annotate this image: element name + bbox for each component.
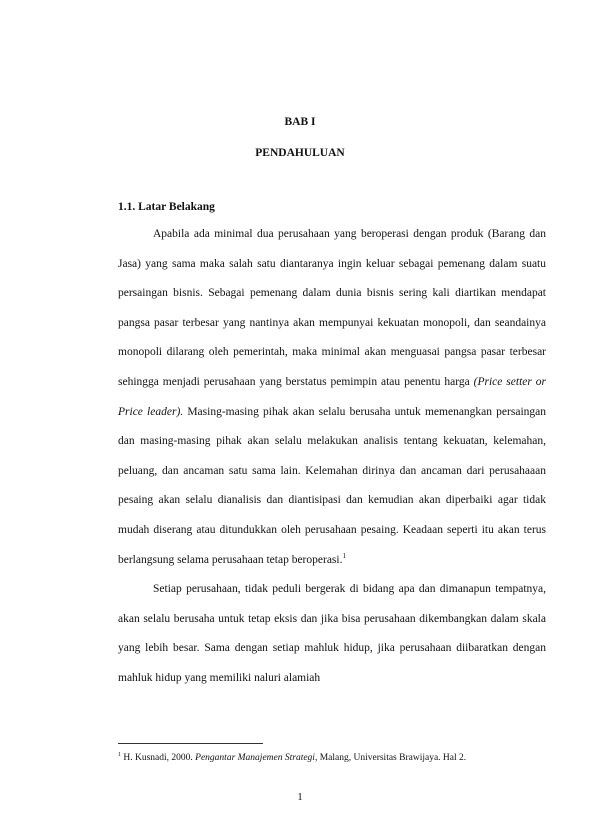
paragraph-2: Setiap perusahaan, tidak peduli bergerak di bidang apa dan dimanapun tempatnya, akan selalu berusaha untuk tetap eksis dan jika bisa perusahaan dikembangkan dalam skala yang lebih besar. Sama dengan setiap mahluk hidup, jika perusahaan diibaratkan dengan mahluk hidup yang memiliki naluri alamiah bbox=[118, 583, 546, 684]
chapter-title: PENDAHULUAN bbox=[255, 147, 345, 159]
footnote-reference[interactable]: 1 bbox=[342, 551, 346, 560]
chapter-heading: BAB I bbox=[284, 116, 316, 128]
paragraph-1-text: Apabila ada minimal dua perusahaan yang beroperasi dengan produk (Barang dan Jasa) yang sama maka salah satu diantaranya ingin keluar sebagai pemenang dalam suatu persaingan bisnis. Sebagai pemenang dalam dunia bisnis sering kali diartikan mendapat pangsa pasar terbesar yang nantinya akan mempunyai kekuatan monopoli, dan seandainya monopoli dilarang oleh pemerintah, maka minimal akan menguasai pangsa pasar terbesar sehingga menjadi perusahaan yang berstatus pemimpin atau penentu harga bbox=[118, 228, 546, 388]
footnote-text: H. Kusnadi, 2000. bbox=[123, 753, 193, 764]
page-number: 1 bbox=[297, 791, 303, 803]
paragraph-1 bbox=[118, 220, 546, 575]
footnote-text-continued: , Malang, Universitas Brawijaya. Hal 2. bbox=[314, 753, 467, 764]
footnote bbox=[118, 752, 548, 763]
body-text bbox=[118, 220, 546, 694]
footnote-book-title: Pengantar Manajemen Strategi bbox=[195, 753, 315, 764]
section-heading: 1.1. Latar Belakang bbox=[118, 201, 215, 213]
footnote-marker: 1 bbox=[118, 752, 121, 758]
footnote-divider bbox=[118, 743, 263, 744]
paragraph-1-italic: (Price setter or Price leader). bbox=[118, 375, 546, 418]
paragraph-1-text-continued: Masing-masing pihak akan selalu berusaha untuk memenangkan persaingan dan masing-masing pihak akan selalu melakukan analisis tentang kekuatan, kelemahan, peluang, dan ancaman satu sama lain. Kelemahan dirinya dan ancaman dari perusahaaan pesaing akan selalu dianalisis dan diantisipasi dan kemudian akan diperbaiki agar tidak mudah diserang atau ditundukkan oleh perusahaan pesaing. Keadaan seperti itu akan terus berlangsung selama perusahaan tetap beroperasi. bbox=[118, 405, 546, 566]
